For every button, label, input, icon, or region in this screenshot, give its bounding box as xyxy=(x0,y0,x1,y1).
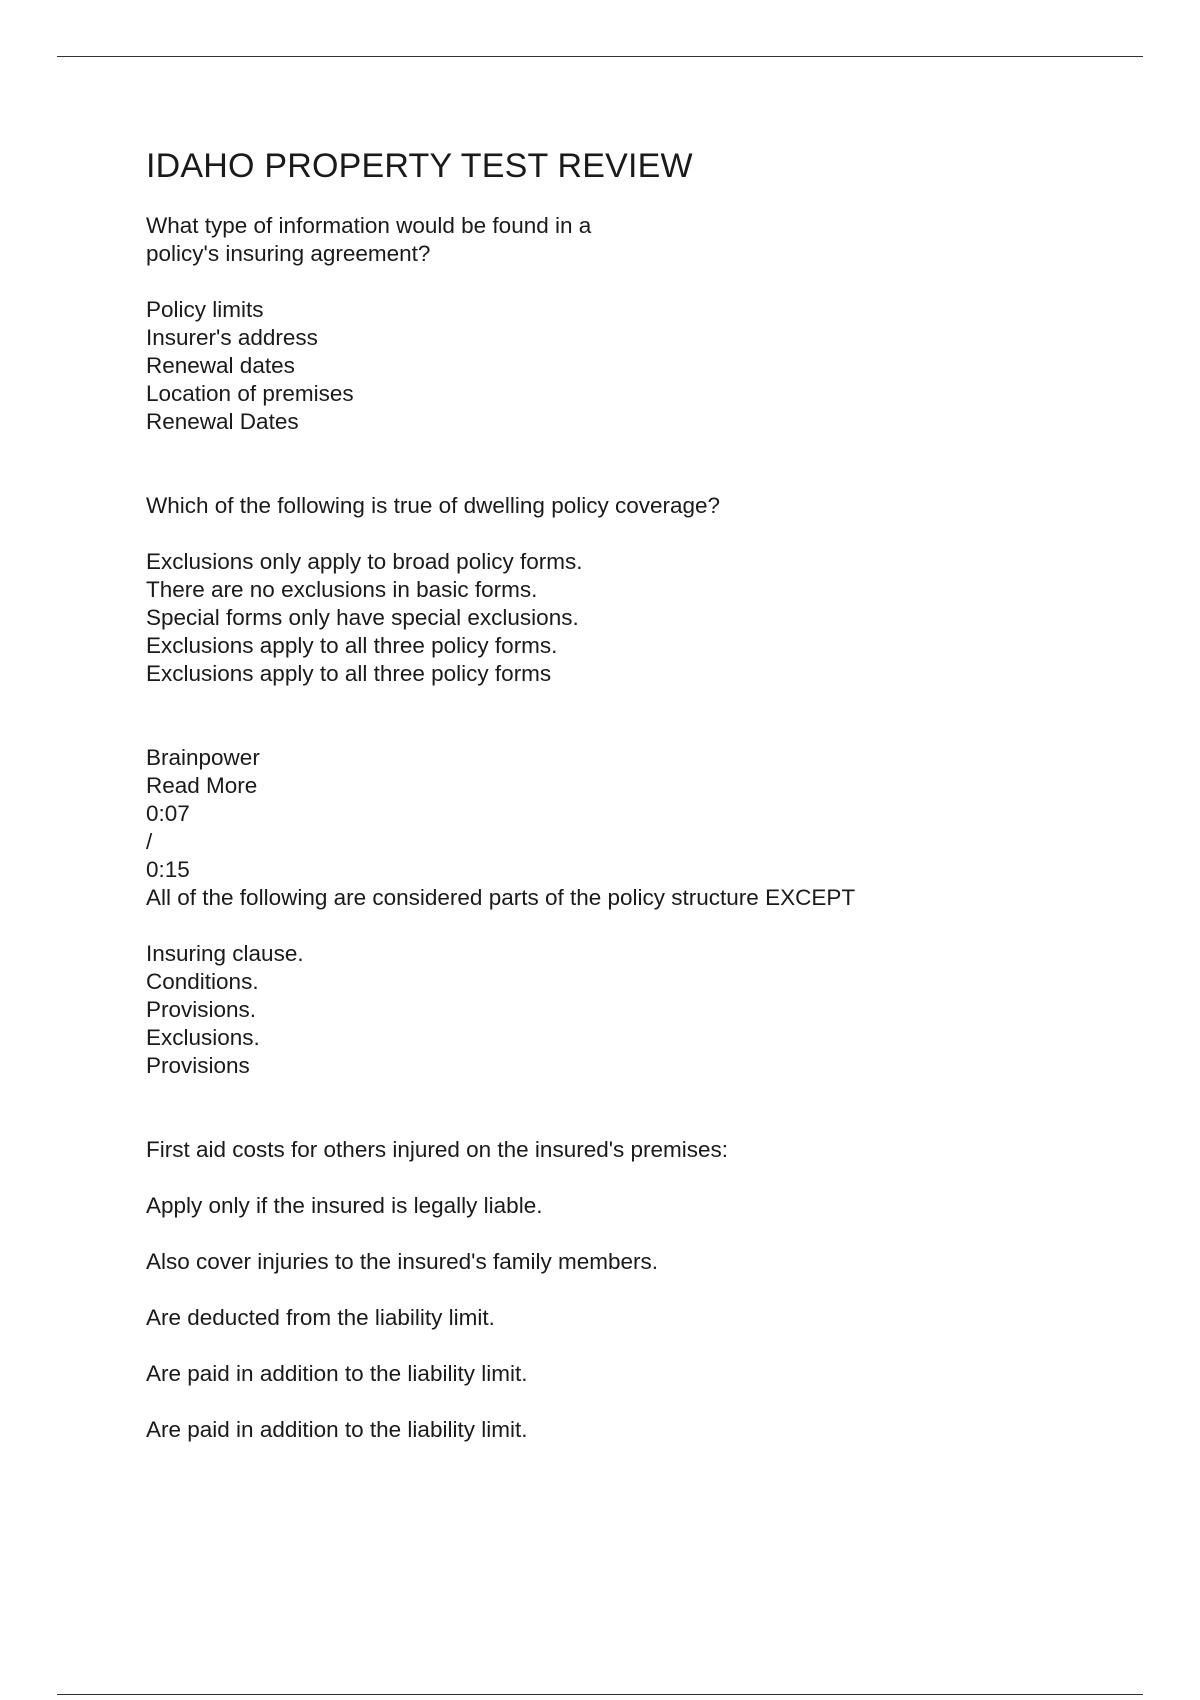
question-1-option: Policy limits xyxy=(146,297,264,322)
question-1-answer: Renewal Dates xyxy=(146,409,299,434)
question-3-text: All of the following are considered parts of the policy structure EXCEPT xyxy=(146,885,856,910)
player-brand: Brainpower xyxy=(146,745,260,770)
question-1-text-line: policy's insuring agreement? xyxy=(146,241,431,266)
question-3-option: Conditions. xyxy=(146,969,259,994)
document-body xyxy=(146,146,1106,1444)
question-3 xyxy=(146,884,1106,1080)
question-3-option: Provisions. xyxy=(146,997,257,1022)
question-4 xyxy=(146,1136,1106,1444)
question-4-answer: Are paid in addition to the liability limit. xyxy=(146,1417,528,1442)
question-2-option: Exclusions only apply to broad policy forms. xyxy=(146,549,583,574)
player-total-time: 0:15 xyxy=(146,857,190,882)
question-2-option: There are no exclusions in basic forms. xyxy=(146,577,538,602)
question-1-option: Insurer's address xyxy=(146,325,318,350)
question-3-option: Exclusions. xyxy=(146,1025,260,1050)
question-3-option: Insuring clause. xyxy=(146,941,304,966)
question-4-text: First aid costs for others injured on the insured's premises: xyxy=(146,1137,729,1162)
question-2 xyxy=(146,492,1106,688)
question-3-answer: Provisions xyxy=(146,1053,250,1078)
question-1 xyxy=(146,212,1106,436)
top-divider xyxy=(57,56,1143,57)
bottom-divider xyxy=(57,1694,1143,1695)
page-title: IDAHO PROPERTY TEST REVIEW xyxy=(146,147,693,185)
question-2-answer: Exclusions apply to all three policy forms xyxy=(146,661,552,686)
question-2-option: Exclusions apply to all three policy forms. xyxy=(146,633,558,658)
question-2-text: Which of the following is true of dwelling policy coverage? xyxy=(146,493,721,518)
video-player-text xyxy=(146,744,1106,884)
player-time-separator: / xyxy=(146,829,153,854)
player-current-time: 0:07 xyxy=(146,801,190,826)
question-4-option: Apply only if the insured is legally liable. xyxy=(146,1193,543,1218)
question-4-option: Are paid in addition to the liability limit. xyxy=(146,1361,528,1386)
question-2-option: Special forms only have special exclusions. xyxy=(146,605,579,630)
question-1-option: Renewal dates xyxy=(146,353,295,378)
question-4-option: Also cover injuries to the insured's family members. xyxy=(146,1249,658,1274)
read-more-link[interactable]: Read More xyxy=(146,773,258,798)
question-1-option: Location of premises xyxy=(146,381,354,406)
question-4-option: Are deducted from the liability limit. xyxy=(146,1305,495,1330)
question-1-text-line: What type of information would be found in a xyxy=(146,213,592,238)
